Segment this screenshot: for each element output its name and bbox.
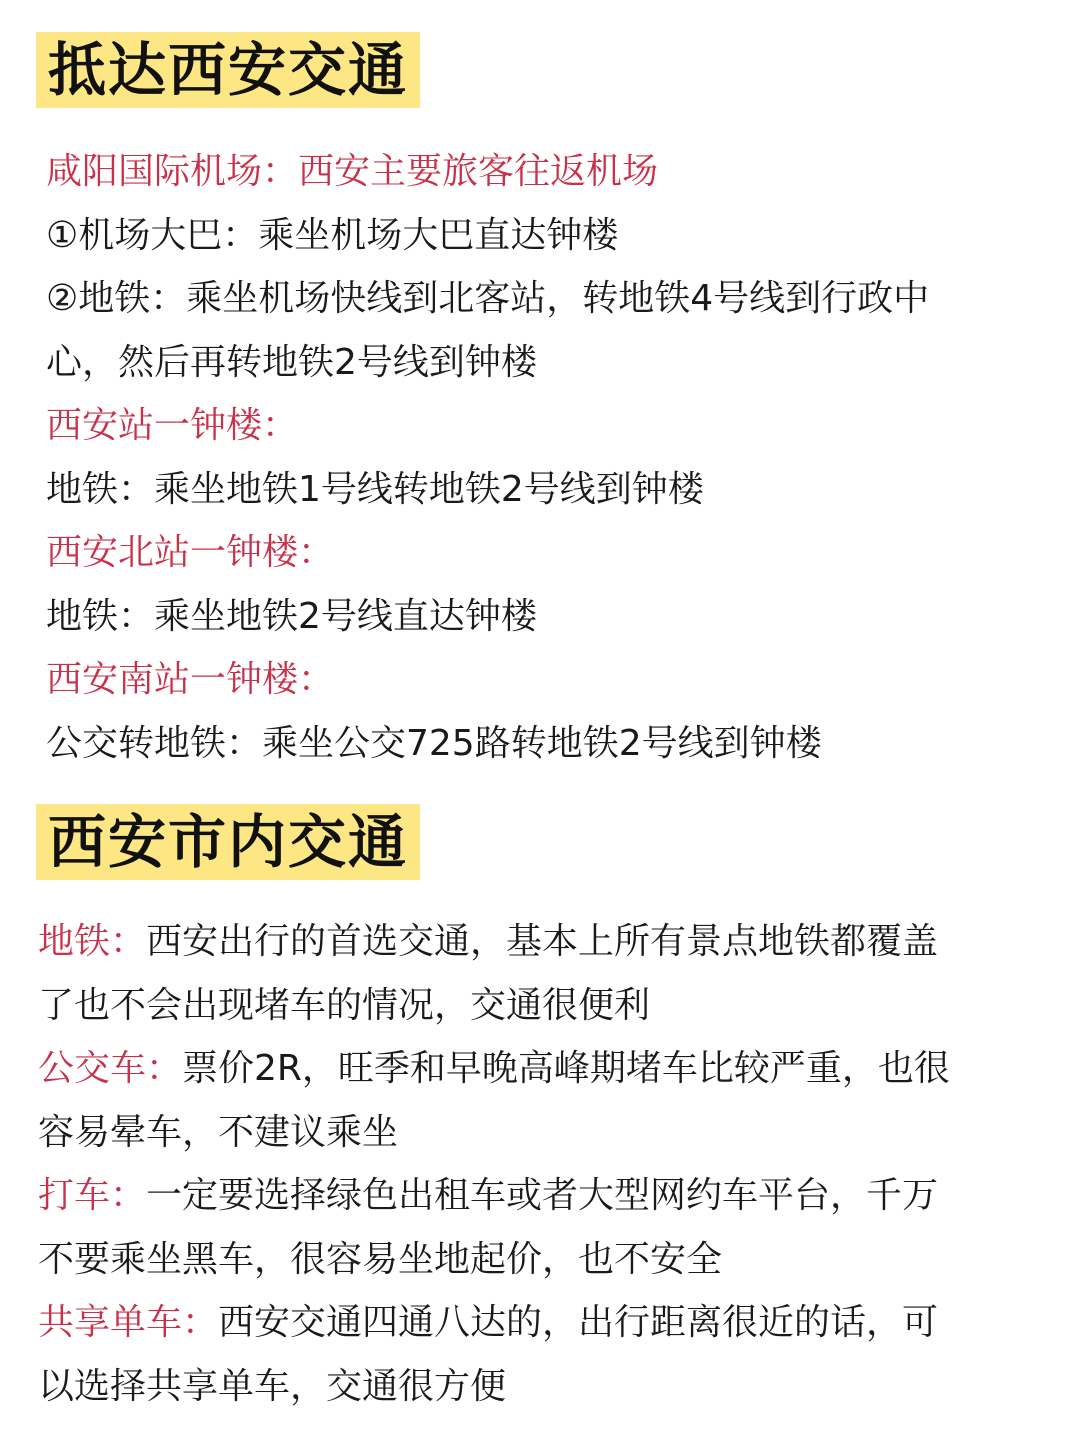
bike-text-2: 以选择共享单车，交通很方便	[38, 1365, 507, 1407]
xian-station-heading: 西安站一钟楼：	[46, 405, 299, 446]
north-station-text: 地铁：乘坐地铁2号线直达钟楼	[46, 595, 537, 637]
bus-label: 公交车：	[38, 1048, 183, 1089]
section-title-arrival: 抵达西安交通	[36, 32, 420, 108]
city-section	[38, 910, 950, 1418]
bus-text-2: 容易晕车，不建议乘坐	[38, 1111, 399, 1153]
south-station-heading: 西安南站一钟楼：	[46, 659, 335, 700]
taxi-label: 打车：	[38, 1175, 147, 1216]
metro-item	[38, 910, 950, 974]
airport-bus-text: ①机场大巴：乘坐机场大巴直达钟楼	[46, 214, 619, 256]
arrival-section	[46, 140, 929, 775]
metro-text-2: 了也不会出现堵车的情况，交通很便利	[38, 984, 651, 1026]
bike-label: 共享单车：	[38, 1302, 219, 1343]
taxi-text-2: 不要乘坐黑车，很容易坐地起价，也不安全	[38, 1238, 723, 1280]
south-station-text: 公交转地铁：乘坐公交725路转地铁2号线到钟楼	[46, 722, 822, 764]
metro-text-1: 西安出行的首选交通，基本上所有景点地铁都覆盖	[146, 921, 939, 962]
section-title-city: 西安市内交通	[36, 804, 420, 880]
metro-label: 地铁：	[38, 921, 147, 962]
bus-item	[38, 1037, 950, 1101]
bus-text-1: 票价2R，旺季和早晚高峰期堵车比较严重，也很	[182, 1048, 950, 1089]
taxi-item	[38, 1164, 950, 1228]
taxi-text-1: 一定要选择绿色出租车或者大型网约车平台，千万	[146, 1175, 939, 1216]
xian-station-text: 地铁：乘坐地铁1号线转地铁2号线到钟楼	[46, 468, 704, 510]
bike-item	[38, 1291, 950, 1355]
bike-text-1: 西安交通四通八达的，出行距离很近的话，可	[218, 1302, 939, 1343]
airport-metro-text-2: 心，然后再转地铁2号线到钟楼	[46, 341, 537, 383]
airport-metro-text-1: ②地铁：乘坐机场快线到北客站，转地铁4号线到行政中	[46, 278, 930, 319]
airport-heading: 咸阳国际机场：西安主要旅客往返机场	[46, 151, 659, 192]
north-station-heading: 西安北站一钟楼：	[46, 532, 335, 573]
